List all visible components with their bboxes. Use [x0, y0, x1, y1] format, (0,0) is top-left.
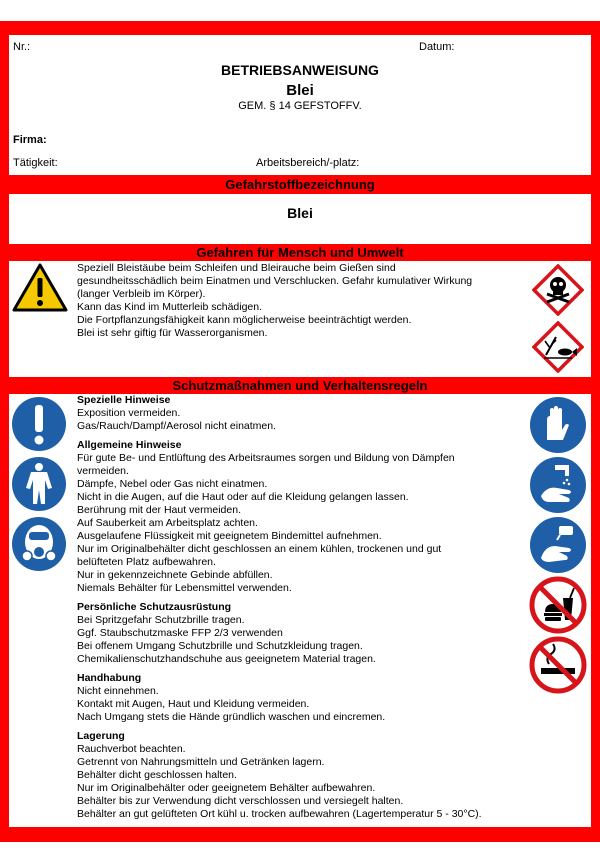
section-line: Ggf. Staubschutzmaske FFP 2/3 verwenden: [77, 627, 283, 639]
section-line: Kontakt mit Augen, Haut und Kleidung vermeiden.: [77, 698, 310, 710]
section-line: Bei offenem Umgang Schutzbrille und Schutzkleidung tragen.: [77, 640, 363, 652]
schutz-section: [77, 601, 532, 666]
substance-title: Blei: [286, 82, 314, 99]
nr-label: Nr.:: [13, 41, 31, 53]
header-panel: [9, 35, 591, 175]
section-line: Nicht in die Augen, auf die Haut oder auf die Kleidung gelangen lassen.: [77, 491, 409, 503]
section-line: Nur in gekennzeichnete Gebinde abfüllen.: [77, 569, 273, 581]
environment-ghs-icon: [532, 321, 584, 378]
section-title: Handhabung: [77, 672, 142, 684]
gefahren-line: Die Fortpflanzungsfähigkeit kann möglicherweise beeinträchtigt werden.: [77, 314, 412, 326]
schutz-section: [77, 394, 532, 433]
gefahrstoff-name: Blei: [287, 205, 313, 221]
taetigkeit-label: Tätigkeit:: [13, 157, 58, 169]
hand-washing-icon: [529, 456, 587, 519]
section-line: Für gute Be- und Entlüftung des Arbeitsraumes sorgen und Bildung von Dämpfen: [77, 452, 455, 464]
warning-triangle-icon: [12, 263, 68, 318]
section-title: Lagerung: [77, 730, 125, 742]
page-subtitle: GEM. § 14 GEFSTOFFV.: [238, 100, 362, 112]
section-line: Nur im Originalbehälter dicht geschlossen an einem kühlen, trockenen und gut: [77, 543, 442, 555]
schutz-heading: Schutzmaßnahmen und Verhaltensregeln: [172, 378, 428, 393]
section-line: belüfteten Platz aufbewahren.: [77, 556, 216, 568]
section-title: Spezielle Hinweise: [77, 394, 171, 406]
schutz-section: [77, 672, 532, 724]
section-title: Persönliche Schutzausrüstung: [77, 601, 232, 613]
no-eating-drinking-icon: [529, 576, 587, 639]
section-line: Bei Spritzgefahr Schutzbrille tragen.: [77, 614, 245, 626]
section-line: Exposition vermeiden.: [77, 407, 181, 419]
section-line: Dämpfe, Nebel oder Gas nicht einatmen.: [77, 478, 268, 490]
firma-label: Firma:: [13, 134, 47, 146]
hand-cream-icon: [529, 516, 587, 579]
gefahren-line: Kann das Kind im Mutterleib schädigen.: [77, 301, 263, 313]
section-line: Niemals Behälter für Lebensmittel verwenden.: [77, 582, 292, 594]
gefahren-line: Blei ist sehr giftig für Wasserorganismen.: [77, 327, 268, 339]
gefahren-line: (langer Verbleib im Körper).: [77, 288, 206, 300]
gefahren-text: [77, 262, 532, 340]
page-title: BETRIEBSANWEISUNG: [221, 62, 379, 78]
schutz-section: [77, 730, 532, 821]
section-line: Behälter dicht geschlossen halten.: [77, 769, 237, 781]
gefahrstoff-heading: Gefahrstoffbezeichnung: [225, 177, 375, 192]
section-line: Getrennt von Nahrungsmitteln und Getränken lagern.: [77, 756, 325, 768]
datum-label: Datum:: [419, 41, 455, 53]
no-smoking-icon: [529, 636, 587, 699]
section-line: Nach Umgang stets die Hände gründlich waschen und eincremen.: [77, 711, 386, 723]
exclamation-mandatory-icon: [11, 396, 67, 457]
gloves-icon: [529, 396, 587, 459]
section-line: Auf Sauberkeit am Arbeitsplatz achten.: [77, 517, 258, 529]
section-line: Gas/Rauch/Dampf/Aerosol nicht einatmen.: [77, 420, 277, 432]
section-line: Behälter bis zur Verwendung dicht verschlossen und versiegelt halten.: [77, 795, 404, 807]
schutz-text: [77, 394, 532, 827]
gefahren-line: Speziell Bleistäube beim Schleifen und Bleirauche beim Gießen sind: [77, 262, 396, 274]
skull-crossbones-ghs-icon: [532, 264, 584, 321]
gefahren-heading: Gefahren für Mensch und Umwelt: [196, 245, 404, 260]
respirator-mask-icon: [11, 516, 67, 577]
section-line: vermeiden.: [77, 465, 129, 477]
section-title: Allgemeine Hinweise: [77, 439, 182, 451]
section-line: Behälter an gut gelüfteten Ort kühl u. trocken aufbewahren (Lagertemperatur 5 - 30°C).: [77, 808, 482, 820]
arbeitsbereich-label: Arbeitsbereich/-platz:: [256, 157, 360, 169]
section-line: Nur im Originalbehälter oder geeignetem Behälter aufbewahren.: [77, 782, 376, 794]
gefahren-line: gesundheitsschädlich beim Einatmen und Verschlucken. Gefahr kumulativer Wirkung: [77, 275, 473, 287]
schutz-section: [77, 439, 532, 595]
section-line: Nicht einnehmen.: [77, 685, 159, 697]
schutz-panel: [9, 394, 591, 827]
section-line: Ausgelaufene Flüssigkeit mit geeignetem Bindemittel aufnehmen.: [77, 530, 382, 542]
section-line: Berührung mit der Haut vermeiden.: [77, 504, 241, 516]
section-line: Chemikalienschutzhandschuhe aus geeignetem Material tragen.: [77, 653, 376, 665]
section-line: Rauchverbot beachten.: [77, 743, 186, 755]
protective-suit-icon: [11, 456, 67, 517]
gefahrstoff-panel: [9, 194, 591, 244]
gefahren-panel: [9, 261, 591, 377]
